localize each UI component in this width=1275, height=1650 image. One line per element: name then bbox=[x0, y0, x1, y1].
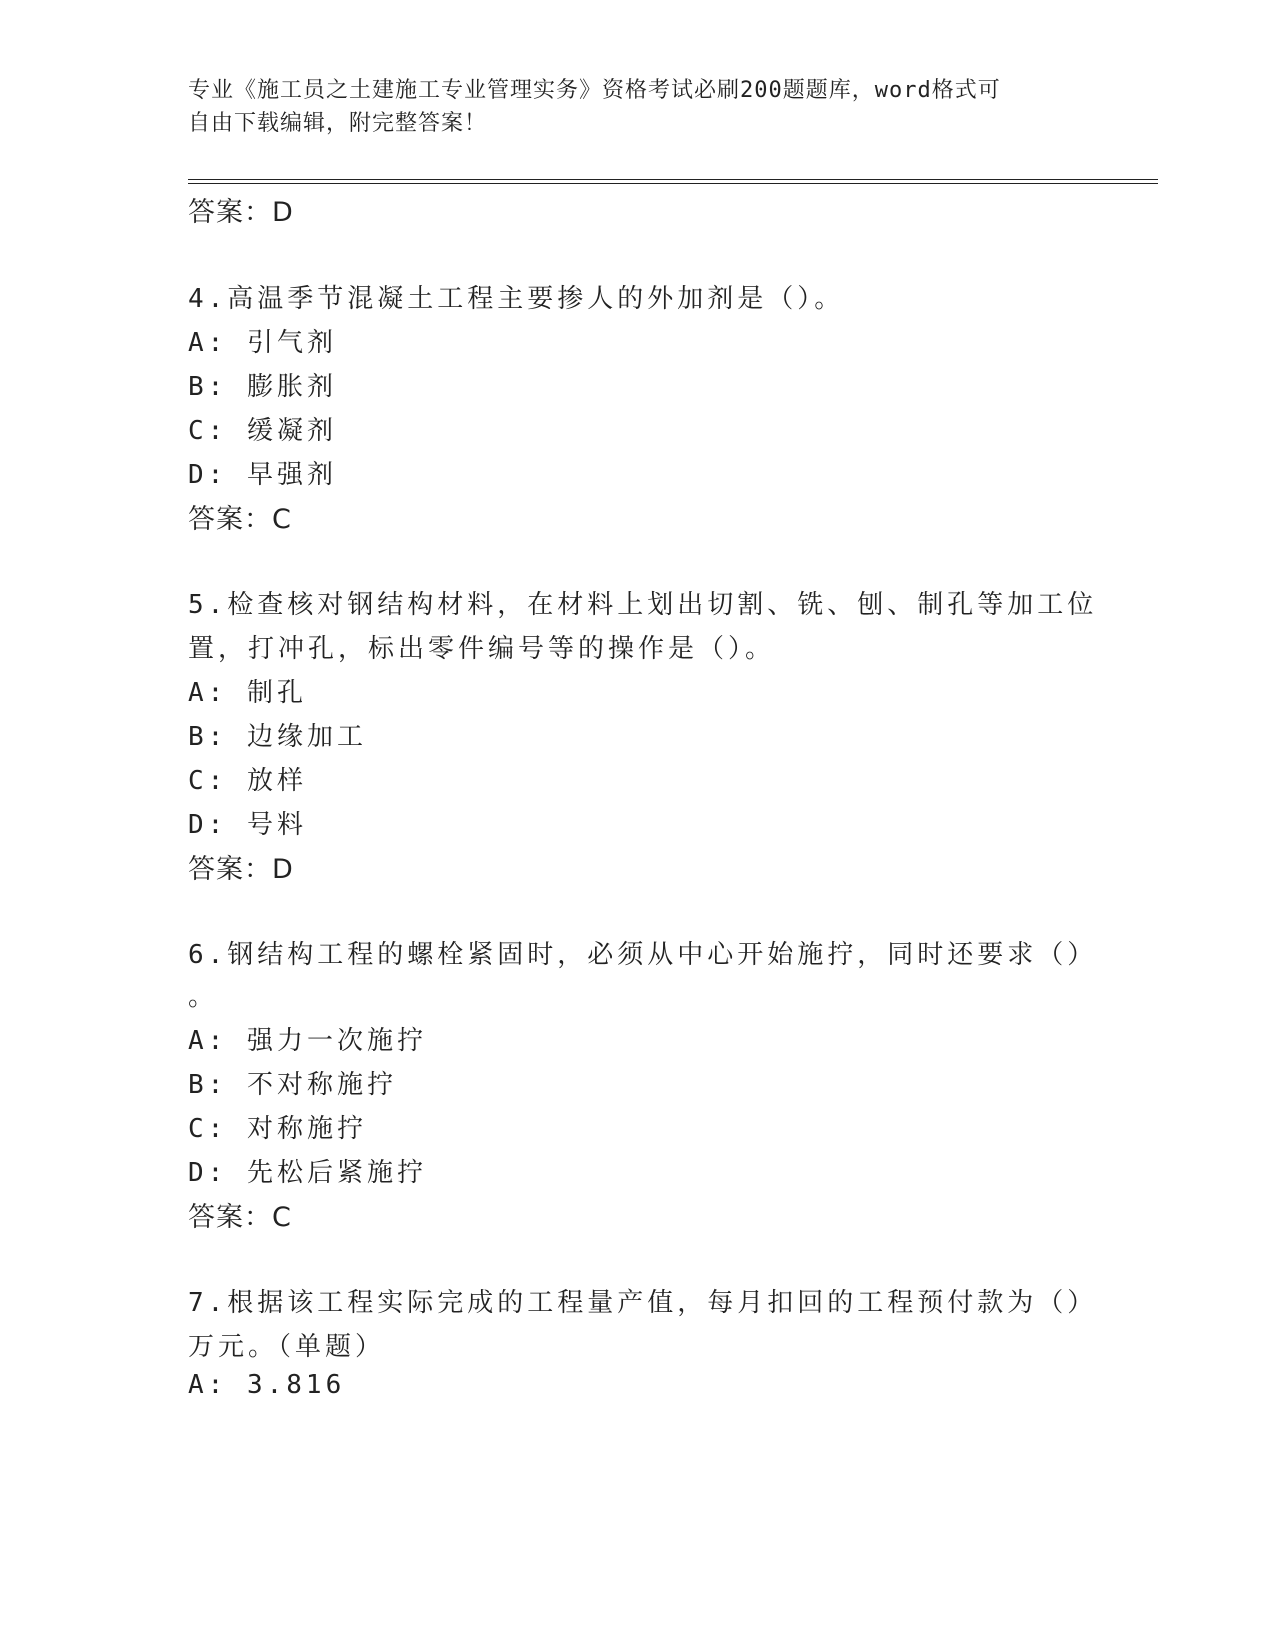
header-line-1: 专业《施工员之土建施工专业管理实务》资格考试必刷200题题库，word格式可 bbox=[188, 78, 1001, 103]
question-5-answer: 答案：D bbox=[188, 854, 294, 885]
header-divider-top bbox=[188, 179, 1158, 180]
previous-answer: 答案：D bbox=[188, 197, 294, 228]
question-6-option-c: C: 对称施拧 bbox=[188, 1114, 367, 1144]
question-6-answer: 答案：C bbox=[188, 1202, 292, 1233]
question-6-stem-line-2: 。 bbox=[188, 982, 219, 1012]
question-4-option-b: B: 膨胀剂 bbox=[188, 372, 337, 402]
question-4-answer: 答案：C bbox=[188, 504, 292, 535]
question-4-option-a: A: 引气剂 bbox=[188, 328, 337, 358]
question-5-stem-line-2: 置，打冲孔，标出零件编号等的操作是（）。 bbox=[188, 634, 776, 664]
header-divider-bottom bbox=[188, 183, 1158, 184]
question-4-option-c: C: 缓凝剂 bbox=[188, 416, 337, 446]
question-6-option-d: D: 先松后紧施拧 bbox=[188, 1158, 427, 1188]
question-5-stem-line-1: 5.检查核对钢结构材料，在材料上划出切割、铣、刨、制孔等加工位 bbox=[188, 590, 1098, 620]
question-7-stem-line-2: 万元。（单题） bbox=[188, 1332, 386, 1362]
question-6-option-b: B: 不对称施拧 bbox=[188, 1070, 397, 1100]
question-5-option-d: D: 号料 bbox=[188, 810, 307, 840]
question-7-stem-line-1: 7.根据该工程实际完成的工程量产值，每月扣回的工程预付款为（） bbox=[188, 1288, 1098, 1318]
header-line-2: 自由下载编辑，附完整答案！ bbox=[188, 111, 488, 136]
question-7-option-a: A: 3.816 bbox=[188, 1370, 346, 1400]
question-6-option-a: A: 强力一次施拧 bbox=[188, 1026, 427, 1056]
question-5-option-b: B: 边缘加工 bbox=[188, 722, 367, 752]
document-header bbox=[188, 74, 1068, 140]
question-4-stem: 4.高温季节混凝土工程主要掺人的外加剂是（）。 bbox=[188, 284, 845, 314]
question-5-option-a: A: 制孔 bbox=[188, 678, 307, 708]
question-4-option-d: D: 早强剂 bbox=[188, 460, 337, 490]
question-6-stem-line-1: 6.钢结构工程的螺栓紧固时，必须从中心开始施拧，同时还要求（） bbox=[188, 940, 1098, 970]
question-5-option-c: C: 放样 bbox=[188, 766, 307, 796]
